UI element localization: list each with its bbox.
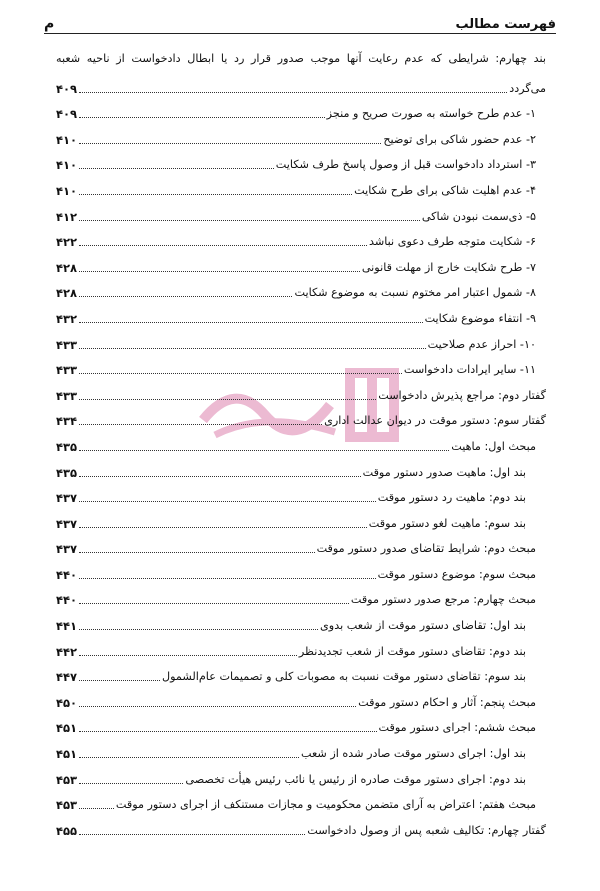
toc-entry[interactable] [56,148,546,174]
toc-entry-title: ۲- عدم حضور شاکی برای توضیح [383,132,536,146]
dot-leader [79,680,160,681]
toc-entry-title: بند دوم: تقاضای دستور موقت از شعب تجدیدنظر [298,644,526,658]
dot-leader [79,655,297,656]
toc-entry-page: ۴۵۰ [56,695,78,710]
dot-leader [79,450,449,451]
header-page-letter: م [44,16,55,32]
toc-entry[interactable] [56,353,546,379]
toc-entry-title: بند سوم: ماهیت لغو دستور موقت [368,516,526,530]
toc-entry[interactable] [56,788,546,814]
toc-entry-page: ۴۳۵ [56,465,78,480]
toc-entry-page: ۴۴۷ [56,670,78,685]
dot-leader [79,578,376,579]
toc-entry-title: بند اول: تقاضای دستور موقت از شعب بدوی [320,619,526,633]
toc-entries [56,97,546,839]
dot-leader [79,808,114,809]
toc-entry-title: ۶- شکایت متوجه طرف دعوی نباشد [369,235,536,249]
toc-entry-page: ۴۵۵ [56,823,78,838]
dot-leader [79,399,376,400]
page-header [44,10,556,32]
toc-entry-page: ۴۲۸ [56,286,78,301]
dot-leader [79,194,352,195]
toc-entry-page: ۴۰۹ [56,81,78,96]
toc-entry[interactable] [56,481,546,507]
toc-entry-page: ۴۳۷ [56,542,78,557]
dot-leader [79,731,376,732]
toc-entry[interactable] [56,762,546,788]
toc-entry-page: ۴۱۰ [56,132,78,147]
toc-entry-title: بند سوم: تقاضای دستور موقت نسبت به مصوبات کلی و تصمیمات عام‌الشمول [162,670,526,684]
toc-entry[interactable] [56,71,546,97]
dot-leader [79,220,420,221]
dot-leader [79,834,305,835]
toc-entry[interactable] [56,506,546,532]
toc-entry-page: ۴۳۳ [56,337,78,352]
toc-entry-title: مبحث هفتم: اعتراض به آرای متضمن محکومیت و مجازات مستنکف از اجرای دستور موقت [115,798,536,812]
toc-entry-page: ۴۳۴ [56,414,78,429]
toc-entry-title: ۵- ذی‌سمت نبودن شاکی [421,209,536,223]
toc-entry[interactable] [56,455,546,481]
header-title: فهرست مطالب [455,17,556,32]
toc-entry-page: ۴۱۲ [56,209,78,224]
dot-leader [79,552,315,553]
toc-entry-page: ۴۱۰ [56,183,78,198]
toc-entry-title: ۸- شمول اعتبار امر مختوم نسبت به موضوع شکایت [294,286,536,300]
dot-leader [79,271,360,272]
toc-entry[interactable] [56,685,546,711]
dot-leader [79,476,361,477]
dot-leader [79,527,367,528]
toc-entry-title: مبحث پنجم: آثار و احکام دستور موقت [358,695,536,709]
toc-entry-title: بند اول: اجرای دستور موقت صادر شده از شعب [301,747,526,761]
toc-entry[interactable] [56,276,546,302]
dot-leader [79,143,381,144]
toc-entry-page: ۴۵۳ [56,798,78,813]
dot-leader [79,322,423,323]
toc-entry-page: ۴۳۳ [56,363,78,378]
toc-entry-title: ۹- انتفاء موضوع شکایت [424,311,536,325]
dot-leader [79,348,426,349]
dot-leader [79,424,322,425]
dot-leader [79,629,318,630]
toc-entry[interactable] [56,199,546,225]
toc-entry-title: ۷- طرح شکایت خارج از مهلت قانونی [361,260,536,274]
toc-entry-page: ۴۴۰ [56,593,78,608]
toc-entry[interactable] [56,327,546,353]
toc-entry-page: ۴۴۱ [56,619,78,634]
toc-entry[interactable] [56,404,546,430]
toc-entry[interactable] [56,608,546,634]
toc-entry[interactable] [56,173,546,199]
toc-entry[interactable] [56,660,546,686]
dot-leader [79,373,402,374]
toc-entry-title: می‌گردد [509,81,546,95]
toc-intro-line: بند چهارم: شرایطی که عدم رعایت آنها موجب صدور قرار رد یا ابطال دادخواست از ناحیه شعبه [56,52,546,65]
toc-entry[interactable] [56,557,546,583]
dot-leader [79,501,376,502]
toc-entry-title: مبحث چهارم: مرجع صدور دستور موقت [350,593,536,607]
dot-leader [79,92,507,93]
toc-entry-title: ۳- استرداد دادخواست قبل از وصول پاسخ طرف شکایت [275,158,536,172]
toc-entry[interactable] [56,225,546,251]
toc-entry-page: ۴۴۰ [56,567,78,582]
toc-entry-page: ۴۵۱ [56,721,78,736]
toc-entry-title: گفتار چهارم: تکالیف شعبه پس از وصول دادخواست [307,823,546,837]
toc-entry[interactable] [56,301,546,327]
header-rule [44,33,556,34]
toc-entry-title: ۴- عدم اهلیت شاکی برای طرح شکایت [354,183,536,197]
toc-entry-page: ۴۳۲ [56,311,78,326]
toc-entry-page: ۴۲۸ [56,260,78,275]
toc-entry[interactable] [56,429,546,455]
toc-entry[interactable] [56,97,546,123]
dot-leader [79,603,349,604]
toc-entry[interactable] [56,736,546,762]
toc-entry-page: ۴۰۹ [56,107,78,122]
toc-entry-page: ۴۳۵ [56,439,78,454]
toc-entry-title: مبحث اول: ماهیت [451,439,536,453]
toc-entry[interactable] [56,634,546,660]
dot-leader [79,706,356,707]
toc-entry-title: بند دوم: ماهیت رد دستور موقت [377,491,526,505]
toc-entry-title: مبحث ششم: اجرای دستور موقت [378,721,536,735]
toc-entry-page: ۴۳۳ [56,388,78,403]
toc-entry-page: ۴۵۳ [56,772,78,787]
dot-leader [79,783,183,784]
dot-leader [79,757,299,758]
toc-entry-title: گفتار سوم: دستور موقت در دیوان عدالت اداری [324,414,546,428]
toc-entry[interactable] [56,711,546,737]
dot-leader [79,168,274,169]
toc-entry-title: ۱۱- سایر ایرادات دادخواست [403,363,536,377]
toc-entry[interactable] [56,250,546,276]
toc-entry-page: ۴۲۲ [56,235,78,250]
toc-entry[interactable] [56,378,546,404]
toc-entry-title: بند دوم: اجرای دستور موقت صادره از رئیس یا نائب رئیس هیأت تخصصی [185,772,526,786]
toc-entry-page: ۴۴۲ [56,644,78,659]
toc-entry-title: مبحث سوم: موضوع دستور موقت [377,567,536,581]
toc-entry[interactable] [56,122,546,148]
toc-entry-title: ۱۰- احراز عدم صلاحیت [427,337,536,351]
toc-entry-page: ۴۱۰ [56,158,78,173]
table-of-contents [56,47,546,839]
toc-entry-page: ۴۵۱ [56,747,78,762]
toc-entry[interactable] [56,813,546,839]
toc-entry-page: ۴۳۷ [56,491,78,506]
toc-entry[interactable] [56,583,546,609]
dot-leader [79,245,367,246]
toc-entry-title: ۱- عدم طرح خواسته به صورت صریح و منجز [326,107,536,121]
toc-entry-title: گفتار دوم: مراجع پذیرش دادخواست [378,388,546,402]
dot-leader [79,296,292,297]
toc-entry[interactable] [56,532,546,558]
toc-entry-title: مبحث دوم: شرایط تقاضای صدور دستور موقت [316,542,536,556]
dot-leader [79,117,325,118]
toc-entry-title: بند اول: ماهیت صدور دستور موقت [362,465,526,479]
toc-entry-page: ۴۳۷ [56,516,78,531]
